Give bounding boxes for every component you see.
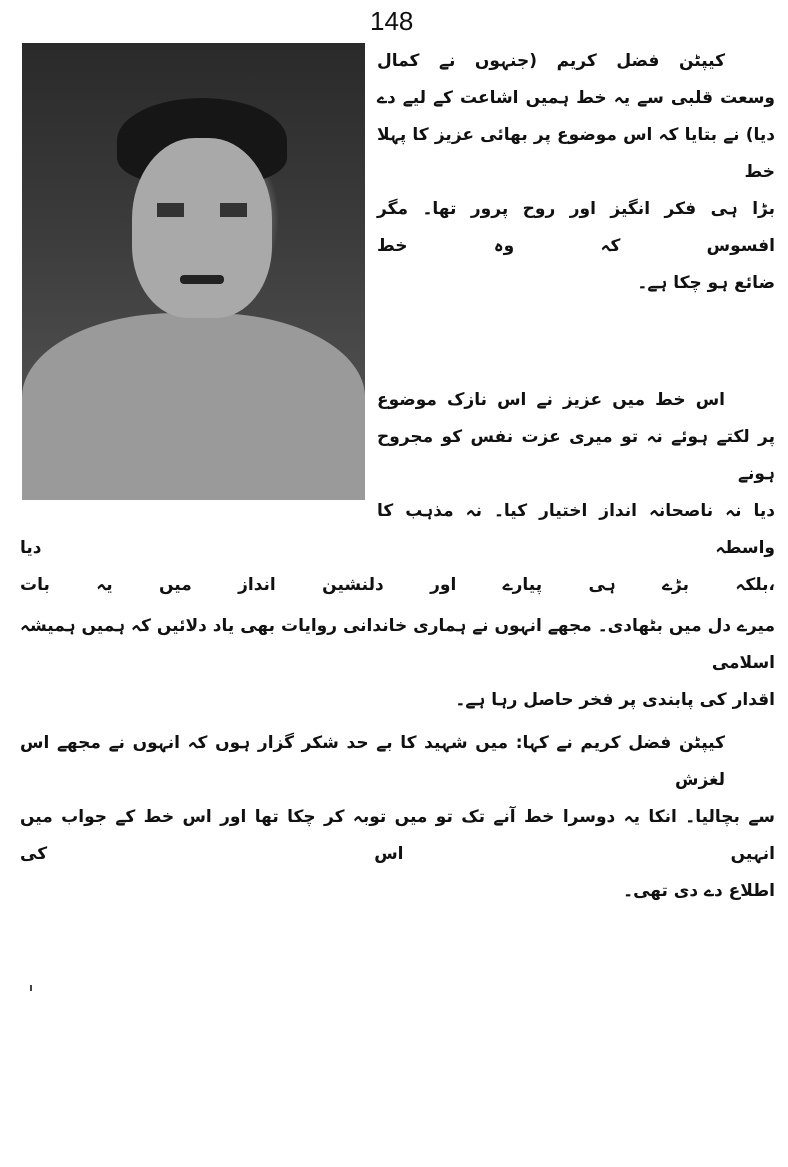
text-line: کیپٹن فضل کریم (جنہوں نے کمال — [377, 51, 725, 71]
text-line: اقدار کی پابندی پر فخر حاصل رہا ہے۔ — [455, 690, 775, 710]
text-line: اطلاع دے دی تھی۔ — [623, 881, 775, 901]
text-line: اس خط میں عزیز نے اس نازک موضوع — [377, 390, 725, 410]
text-line: سے بچالیا۔ انکا یہ دوسرا خط آنے تک تو میں توبہ کر چکا تھا اور اس خط کے جواب میں انہیں اس کی — [20, 807, 775, 864]
text-line: پر لکتے ہوئے نہ تو میری عزت نفس کو مجروح ہونے — [377, 427, 775, 484]
text-line: بڑا ہی فکر انگیز اور روح پرور تھا۔ مگر افسوس کہ وہ خط — [377, 199, 775, 256]
scan-speck — [30, 985, 32, 991]
portrait-photo — [22, 43, 365, 500]
photo-face — [132, 138, 272, 318]
photo-uniform — [22, 313, 365, 500]
text-line: ،بلکہ بڑے ہی پیارے اور دلنشین انداز میں یہ بات — [20, 575, 775, 595]
text-line: کیپٹن فضل کریم نے کہا: میں شہید کا بے حد شکر گزار ہوں کہ انہوں نے مجھے اس لغزش — [20, 733, 725, 790]
text-line: دیا نہ ناصحانہ انداز اختیار کیا۔ نہ مذہب کا واسطہ دیا — [20, 501, 775, 558]
photo-mustache — [180, 275, 224, 284]
text-line: دیا) نے بتایا کہ اس موضوع پر بھائی عزیز کا پہلا خط — [377, 125, 775, 182]
page-text — [20, 43, 775, 910]
text-line: وسعت قلبی سے یہ خط ہمیں اشاعت کے لیے دے — [377, 88, 775, 108]
text-line: میرے دل میں بٹھادی۔ مجھے انہوں نے ہماری خاندانی روایات بھی یاد دلائیں کہ ہمیں ہمیشہ اسلامی — [20, 616, 775, 673]
page-number: 148 — [370, 6, 414, 36]
text-line: ضائع ہو چکا ہے۔ — [637, 273, 775, 293]
photo-eyes — [157, 203, 247, 217]
